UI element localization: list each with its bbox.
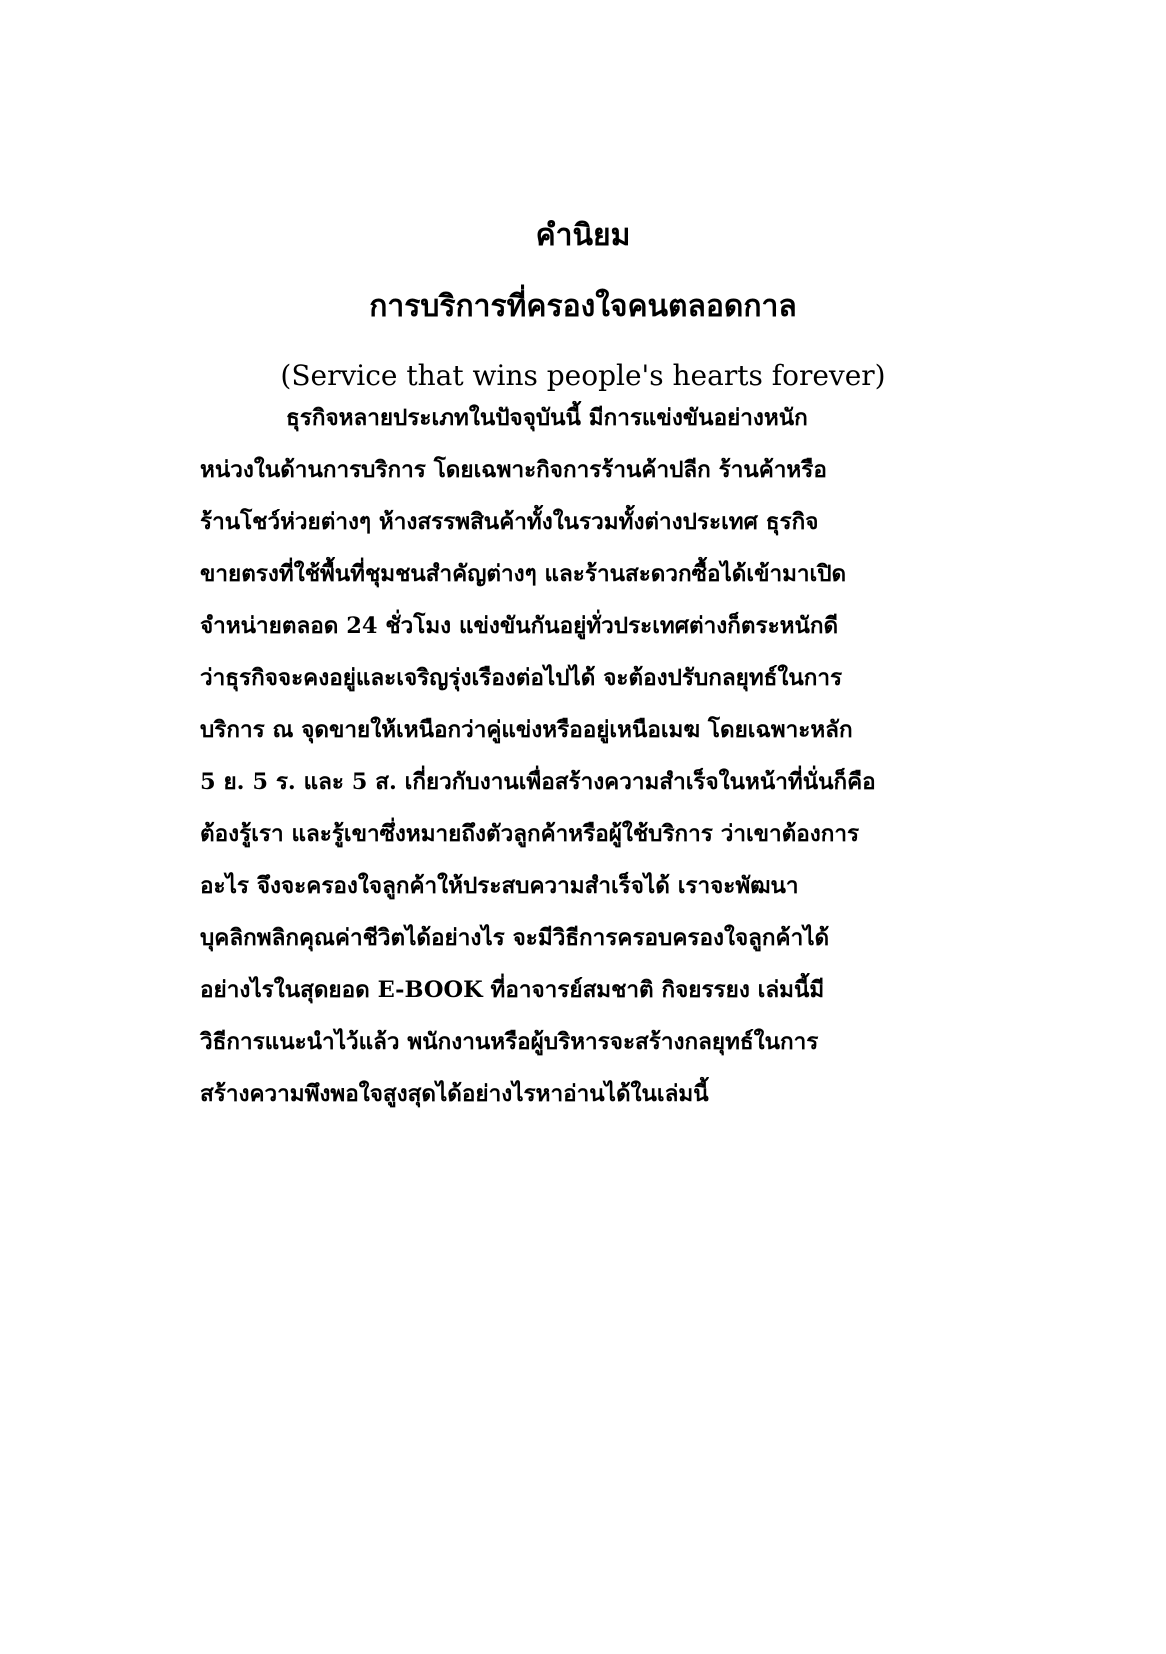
paragraph-line: บุคลิกพลิกคุณค่าชีวิตได้อย่างไร จะมีวิธีการครอบครองใจลูกค้าได้: [200, 925, 830, 951]
paragraph-line: อย่างไรในสุดยอด E-BOOK ที่อาจารย์สมชาติ กิจยรรยง เล่มนี้มี: [200, 977, 825, 1003]
page-subtitle: (Service that wins people's hearts forever): [280, 359, 886, 392]
paragraph-line: ขายตรงที่ใช้พื้นที่ชุมชนสำคัญต่างๆ และร้านสะดวกซื้อได้เข้ามาเปิด: [200, 561, 847, 587]
paragraph-line: 5 ย. 5 ร. และ 5 ส. เกี่ยวกับงานเพื่อสร้างความสำเร็จในหน้าที่นั่นก็คือ: [200, 769, 876, 795]
paragraph-line: อะไร จึงจะครองใจลูกค้าให้ประสบความสำเร็จได้ เราจะพัฒนา: [200, 873, 799, 899]
page-title: การบริการที่ครองใจคนตลอดกาล: [369, 289, 797, 324]
page-heading: คำนิยม: [535, 218, 631, 253]
paragraph-line: สร้างความพึงพอใจสูงสุดได้อย่างไรหาอ่านได้ในเล่มนี้: [200, 1081, 709, 1107]
paragraph-line: บริการ ณ จุดขายให้เหนือกว่าคู่แข่งหรืออยู่เหนือเมฆ โดยเฉพาะหลัก: [200, 717, 853, 743]
paragraph-line: ต้องรู้เรา และรู้เขาซึ่งหมายถึงตัวลูกค้าหรือผู้ใช้บริการ ว่าเขาต้องการ: [200, 821, 860, 847]
paragraph-line: หน่วงในด้านการบริการ โดยเฉพาะกิจการร้านค้าปลีก ร้านค้าหรือ: [200, 457, 827, 483]
paragraph-line: วิธีการแนะนำไว้แล้ว พนักงานหรือผู้บริหารจะสร้างกลยุทธ์ในการ: [200, 1029, 819, 1055]
paragraph-line: ร้านโชว์ห่วยต่างๆ ห้างสรรพสินค้าทั้งในรวมทั้งต่างประเทศ ธุรกิจ: [200, 509, 819, 535]
paragraph-line: ว่าธุรกิจจะคงอยู่และเจริญรุ่งเรืองต่อไปได้ จะต้องปรับกลยุทธ์ในการ: [200, 665, 843, 691]
paragraph-line: จำหน่ายตลอด 24 ชั่วโมง แข่งขันกันอยู่ทั่วประเทศต่างก็ตระหนักดี: [200, 613, 839, 639]
paragraph-line: ธุรกิจหลายประเภทในปัจจุบันนี้ มีการแข่งขันอย่างหนัก: [286, 405, 808, 431]
